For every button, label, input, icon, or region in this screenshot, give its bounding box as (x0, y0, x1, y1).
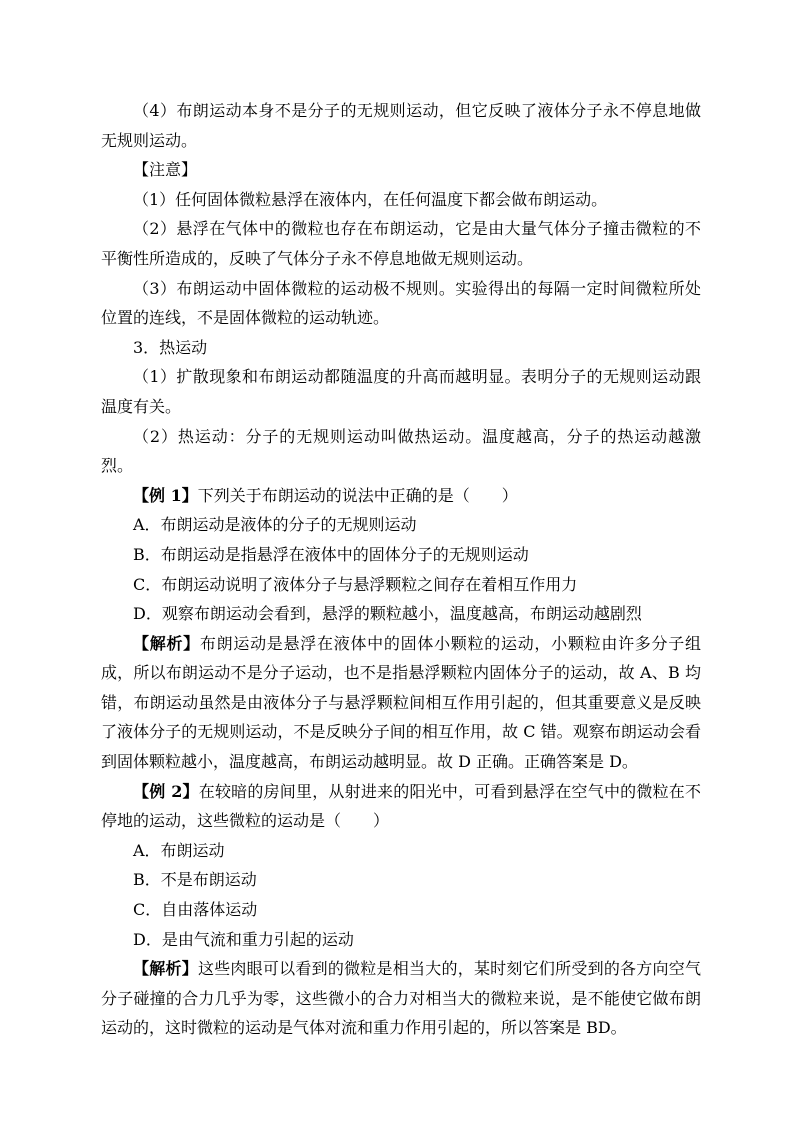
note-2: （2）悬浮在气体中的微粒也存在布朗运动，它是由大量气体分子撞击微粒的不平衡性所造成的，反映了气体分子永不停息地做无规则运动。 (101, 219, 701, 268)
example-2-option-a: A．布朗运动 (133, 840, 225, 860)
heat-2: （2）热运动：分子的无规则运动叫做热运动。温度越高，分子的热运动越激烈。 (101, 426, 701, 476)
example-1-label: 【例 1】 (133, 485, 198, 505)
note-3: （3）布朗运动中固体微粒的运动极不规则。实验得出的每隔一定时间微粒所处位置的连线，不是固体微粒的运动轨迹。 (101, 278, 701, 328)
example-2-analysis-text: 这些肉眼可以看到的微粒是相当大的，某时刻它们所受到的各方向空气分子碰撞的合力几乎为零，这些微小的合力对相当大的微粒来说，是不能使它做布朗运动的，这时微粒的运动是气体对流和重力作用引起的，所以答案是 BD。 (101, 959, 701, 1038)
example-1-analysis-text: 布朗运动是悬浮在液体中的固体小颗粒的运动，小颗粒由许多分子组成，所以布朗运动不是分子运动，也不是指悬浮颗粒内固体分子的运动，故 A、B 均错，布朗运动虽然是由液体分子与悬浮颗粒间相互作用引起的，但其重要意义是反映了液体分子的无规则运动，不是反映分子间的相互作用，故 C 错。观察布朗运动会看到固体颗粒越小，温度越高，布朗运动越明显。故 D 正确。正确答案是 D。 (101, 633, 701, 772)
heat-1: （1）扩散现象和布朗运动都随温度的升高而越明显。表明分子的无规则运动跟温度有关。 (101, 367, 701, 416)
note-heading: 【注意】 (133, 160, 198, 180)
example-2-option-d: D．是由气流和重力引起的运动 (133, 929, 354, 949)
example-2-analysis (101, 954, 701, 1043)
example-1-question-text: 下列关于布朗运动的说法中正确的是（ ） (197, 485, 518, 505)
note-1: （1）任何固体微粒悬浮在液体内，在任何温度下都会做布朗运动。 (133, 189, 608, 209)
paragraph-4: （4）布朗运动本身不是分子的无规则运动，但它反映了液体分子永不停息地做无规则运动。 (101, 101, 701, 150)
example-1-analysis (101, 629, 701, 777)
example-2-option-c: C．自由落体运动 (133, 900, 258, 920)
example-1-option-d: D．观察布朗运动会看到，悬浮的颗粒越小，温度越高，布朗运动越剧烈 (133, 604, 642, 624)
example-1-option-a: A．布朗运动是液体的分子的无规则运动 (133, 515, 417, 535)
example-2-option-b: B．不是布朗运动 (133, 870, 257, 890)
example-2-question-text: 在较暗的房间里，从射进来的阳光中，可看到悬浮在空气中的微粒在不停地的运动，这些微粒的运动是（ ） (101, 781, 701, 831)
section-heat-motion: 3．热运动 (133, 337, 208, 357)
example-1-option-c: C．布朗运动说明了液体分子与悬浮颗粒之间存在着相互作用力 (133, 574, 578, 594)
example-2-label: 【例 2】 (133, 781, 199, 801)
example-1-analysis-label: 【解析】 (133, 633, 200, 653)
example-1-question (101, 481, 701, 511)
document-page (101, 96, 701, 1043)
example-2-analysis-label: 【解析】 (133, 959, 198, 979)
example-2-question (101, 777, 701, 836)
example-1-option-b: B．布朗运动是指悬浮在液体中的固体分子的无规则运动 (133, 544, 529, 564)
